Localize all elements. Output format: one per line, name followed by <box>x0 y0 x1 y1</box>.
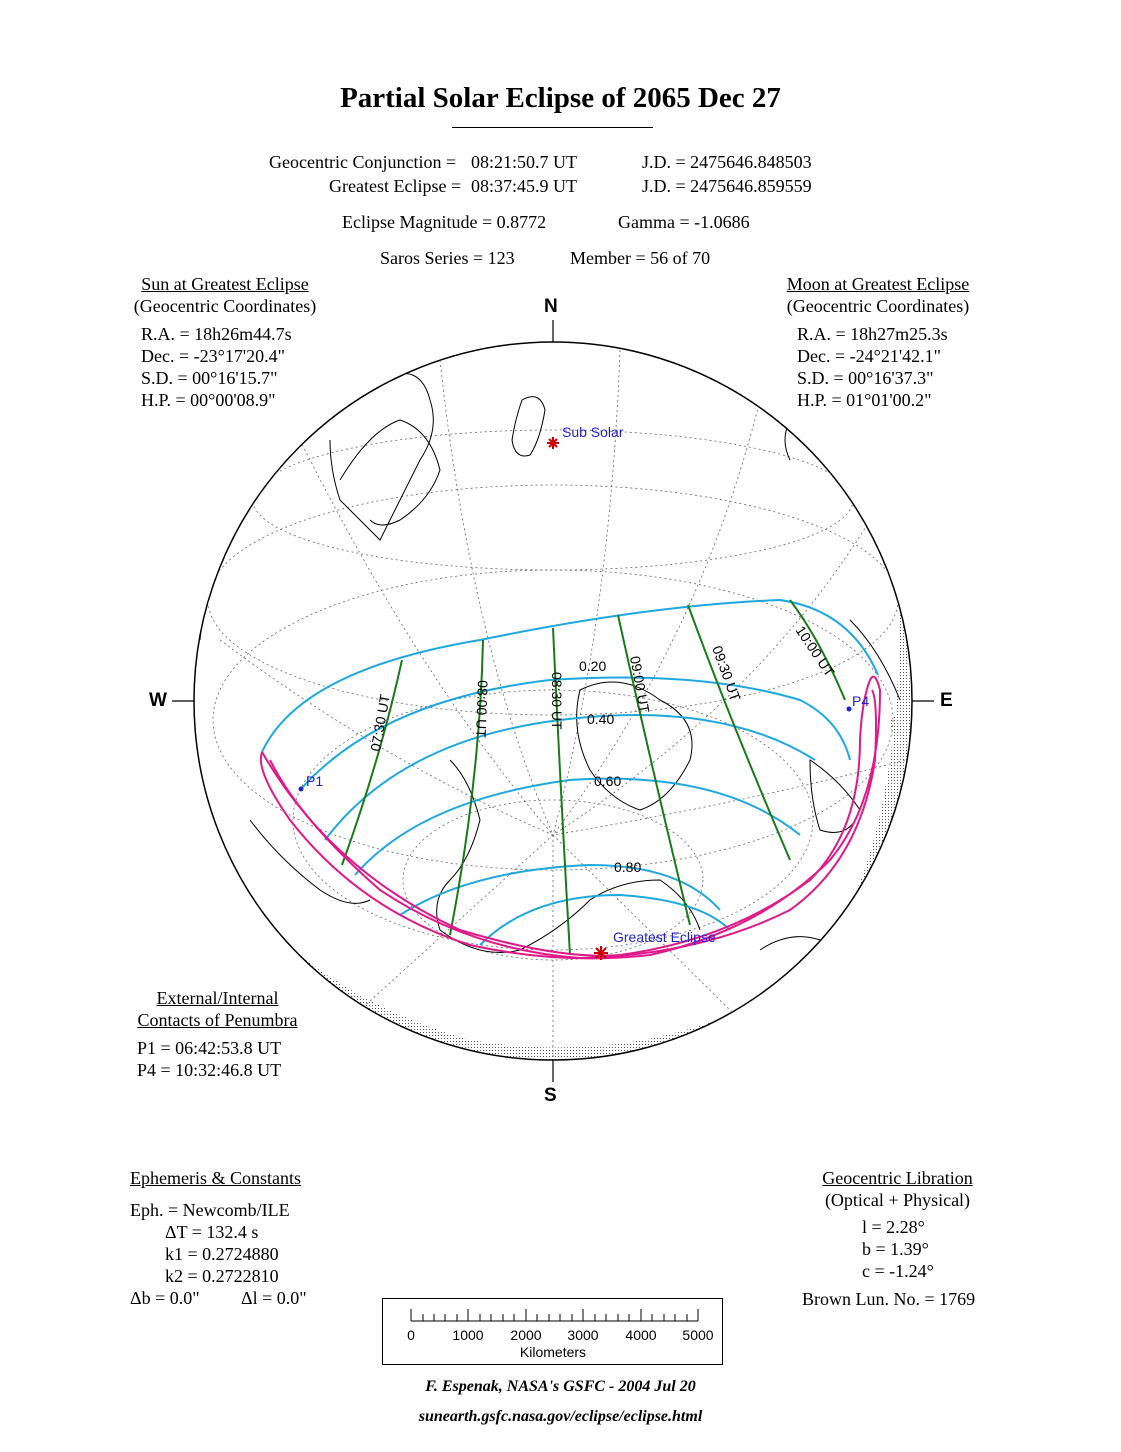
p4-label: P4 <box>852 693 870 709</box>
magnitude-label-0-20: 0.20 <box>579 658 607 674</box>
geocentric-conjunction-label: Geocentric Conjunction = <box>269 152 457 172</box>
moon-dec: Dec. = -24°21'42.1" <box>797 346 941 366</box>
libration-values <box>862 1216 934 1282</box>
contacts-heading-1: External/Internal <box>156 988 279 1008</box>
p1-dot <box>299 787 304 792</box>
time-line-0730 <box>342 660 402 865</box>
sun-ra: R.A. = 18h26m44.7s <box>141 324 292 344</box>
saros-member: Member = 56 of 70 <box>570 248 711 268</box>
sun-dec: Dec. = -23°17'20.4" <box>141 346 285 366</box>
continent-outlines <box>200 340 900 990</box>
scale-ruler <box>383 1299 722 1364</box>
libration-c: c = -1.24° <box>862 1261 934 1281</box>
compass-east: E <box>940 690 953 711</box>
sub-solar-label: Sub Solar <box>562 424 624 440</box>
scale-tick-5000: 5000 <box>682 1327 714 1343</box>
magnitude-curve-limit <box>262 600 878 752</box>
contact-p4: P4 = 10:32:46.8 UT <box>137 1060 282 1080</box>
time-label-0900: 09:00 UT <box>627 654 653 715</box>
moon-sd: S.D. = 00°16'37.3" <box>797 368 934 388</box>
magnitude-curve-0-80 <box>400 865 720 915</box>
scale-tick-1000: 1000 <box>452 1327 484 1343</box>
ephemeris-delta-l: Δl = 0.0" <box>241 1288 307 1308</box>
time-label-0930: 09:30 UT <box>709 643 744 704</box>
magnitude-label-0-60: 0.60 <box>594 773 622 789</box>
saros-series: Saros Series = 123 <box>380 248 515 268</box>
libration-b: b = 1.39° <box>862 1239 929 1259</box>
magnitude-label-0-40: 0.40 <box>587 711 615 727</box>
compass-west: W <box>149 690 167 711</box>
moon-heading: Moon at Greatest Eclipse <box>786 274 970 294</box>
scale-tick-4000: 4000 <box>625 1327 657 1343</box>
greatest-eclipse-marker <box>594 946 608 960</box>
ephemeris-delta-b: Δb = 0.0" <box>130 1288 200 1308</box>
sun-heading: Sun at Greatest Eclipse <box>141 274 309 294</box>
compass-south: S <box>544 1085 557 1106</box>
credit-author: F. Espenak, NASA's GSFC - 2004 Jul 20 <box>425 1378 696 1395</box>
page-title: Partial Solar Eclipse of 2065 Dec 27 <box>340 82 781 114</box>
greatest-eclipse-label: Greatest Eclipse <box>613 929 716 945</box>
moon-hp: H.P. = 01°01'00.2" <box>797 390 932 410</box>
time-label-0830: 08:30 UT <box>549 672 565 730</box>
geocentric-conjunction-jd: J.D. = 2475646.848503 <box>642 152 812 172</box>
scale-unit: Kilometers <box>519 1344 587 1360</box>
greatest-eclipse-jd: J.D. = 2475646.859559 <box>642 176 812 196</box>
libration-heading: Geocentric Libration <box>822 1168 973 1188</box>
p4-dot <box>847 707 852 712</box>
scale-tick-2000: 2000 <box>510 1327 542 1343</box>
contacts-block <box>110 987 325 1031</box>
contact-p1: P1 = 06:42:53.8 UT <box>137 1038 282 1058</box>
scale-tick-3000: 3000 <box>567 1327 599 1343</box>
contacts-heading-2: Contacts of Penumbra <box>137 1010 298 1030</box>
magnitude-curve-0-40 <box>325 715 815 840</box>
libration-l: l = 2.28° <box>862 1217 925 1237</box>
time-label-0730: 07:30 UT <box>367 693 393 753</box>
scale-tick-0: 0 <box>407 1327 415 1343</box>
ephemeris-delta-t: ΔT = 132.4 s <box>165 1222 259 1242</box>
map-labels <box>306 424 869 945</box>
greatest-eclipse-label: Greatest Eclipse = <box>329 176 462 196</box>
credit-url: sunearth.gsfc.nasa.gov/eclipse/eclipse.html <box>418 1408 703 1425</box>
time-line-0930 <box>688 605 790 860</box>
moon-ra: R.A. = 18h27m25.3s <box>797 324 948 344</box>
scale-bar <box>382 1298 723 1365</box>
magnitude-label-0-80: 0.80 <box>614 859 642 875</box>
brown-lunation-number: Brown Lun. No. = 1769 <box>802 1289 976 1309</box>
sun-hp: H.P. = 00°00'08.9" <box>141 390 276 410</box>
sun-sd: S.D. = 00°16'15.7" <box>141 368 278 388</box>
magnitude-curve-0-60 <box>355 779 800 875</box>
eclipse-magnitude: Eclipse Magnitude = 0.8772 <box>342 212 547 232</box>
ephemeris-k1: k1 = 0.2724880 <box>165 1244 279 1264</box>
gamma: Gamma = -1.0686 <box>618 212 750 232</box>
ephemeris-k2: k2 = 0.2722810 <box>165 1266 279 1286</box>
p1-label: P1 <box>306 773 324 789</box>
greatest-eclipse-time: 08:37:45.9 UT <box>471 176 577 196</box>
libration-block <box>790 1167 1005 1211</box>
libration-subheading: (Optical + Physical) <box>824 1190 971 1210</box>
time-label-0800: 08:00 UT <box>472 679 491 739</box>
contacts-values <box>137 1037 281 1081</box>
magnitude-curves <box>262 600 878 945</box>
time-label-1000: 10:00 UT <box>792 622 838 680</box>
sun-subheading: (Geocentric Coordinates) <box>133 296 317 316</box>
ephemeris-eph: Eph. = Newcomb/ILE <box>130 1200 290 1220</box>
compass-north: N <box>544 296 558 317</box>
moon-subheading: (Geocentric Coordinates) <box>786 296 970 316</box>
geocentric-conjunction-time: 08:21:50.7 UT <box>471 152 577 172</box>
ephemeris-heading: Ephemeris & Constants <box>130 1168 301 1188</box>
sub-solar-marker <box>547 437 559 449</box>
